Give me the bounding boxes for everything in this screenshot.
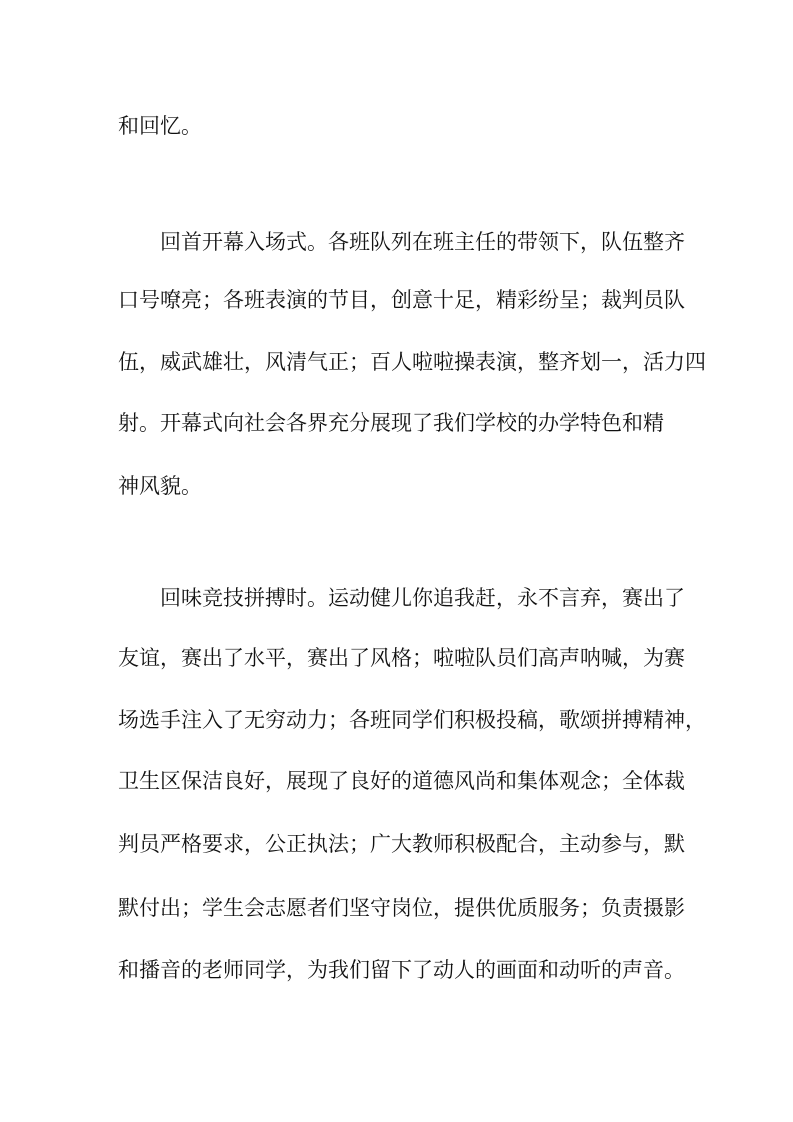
text-line: 回首开幕入场式。各班队列在班主任的带领下，队伍整齐 [160,230,685,254]
text-line: 默付出；学生会志愿者们坚守岗位，提供优质服务；负责摄影 [118,896,685,920]
text-line: 伍，威武雄壮，风清气正；百人啦啦操表演，整齐划一，活力四 [118,350,706,374]
text-line: 判员严格要求，公正执法；广大教师积极配合，主动参与，默 [118,832,685,856]
text-line: 友谊，赛出了水平，赛出了风格；啦啦队员们高声呐喊，为赛 [118,646,685,670]
text-line: 卫生区保洁良好，展现了良好的道德风尚和集体观念；全体裁 [118,769,685,793]
text-line: 射。开幕式向社会各界充分展现了我们学校的办学特色和精 [118,411,664,435]
text-line: 口号嘹亮；各班表演的节目，创意十足，精彩纷呈；裁判员队 [118,288,685,312]
text-line: 神风貌。 [118,474,202,498]
text-line: 场选手注入了无穷动力；各班同学们积极投稿，歌颂拼搏精神， [118,708,706,732]
text-line: 和播音的老师同学，为我们留下了动人的画面和动听的声音。 [118,958,685,982]
text-line: 回味竞技拼搏时。运动健儿你追我赶，永不言弃，赛出了 [160,586,685,610]
text-line: 和回忆。 [118,114,202,138]
